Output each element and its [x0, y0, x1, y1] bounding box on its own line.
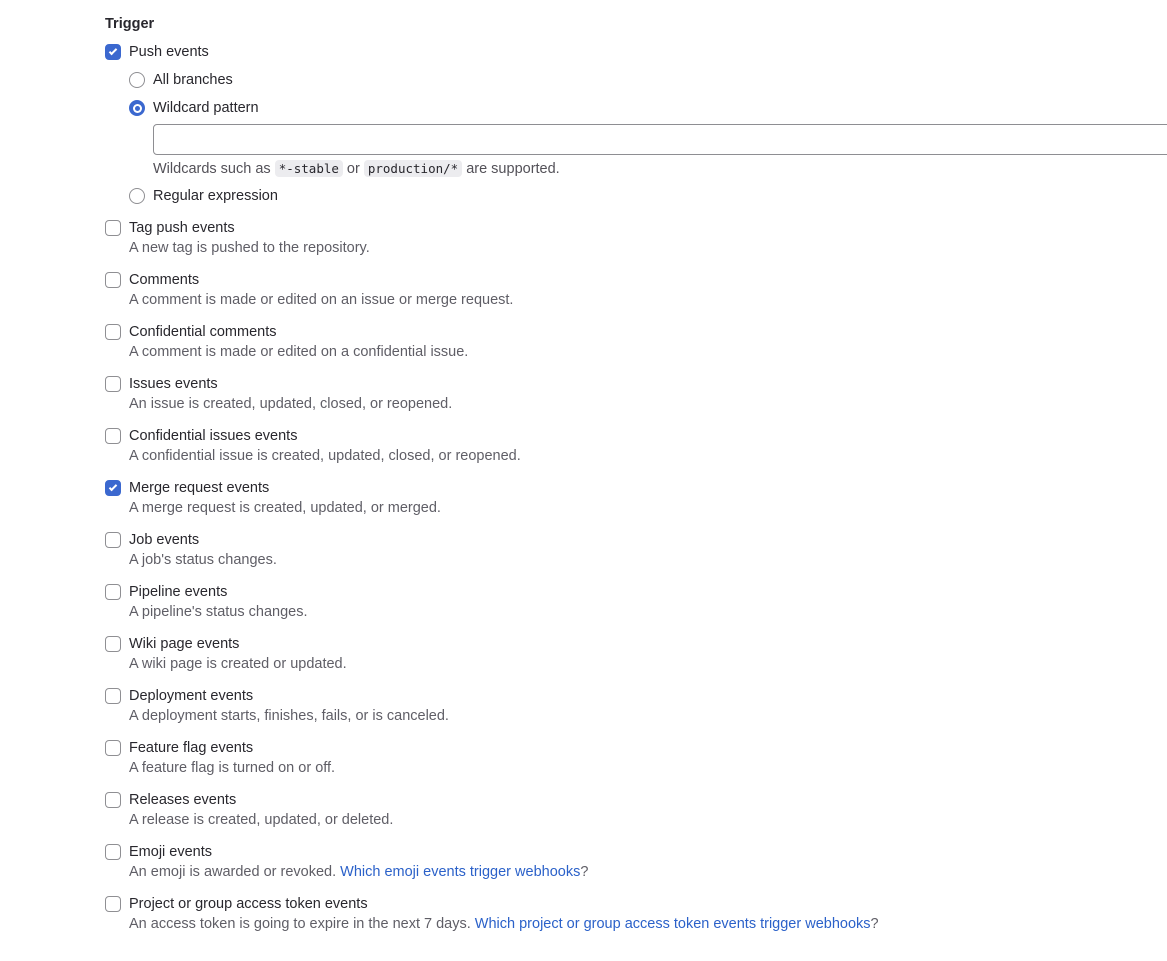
trigger-description — [129, 862, 1167, 882]
trigger-label[interactable]: Confidential comments — [129, 324, 277, 340]
trigger-description — [129, 758, 1167, 778]
wildcard-pattern-input[interactable] — [153, 124, 1167, 155]
trigger-label[interactable]: Deployment events — [129, 688, 254, 704]
trigger-item-wiki-page-events — [105, 634, 1167, 674]
trigger-label[interactable]: Comments — [129, 272, 200, 288]
trigger-checkbox[interactable] — [105, 376, 121, 392]
trigger-item-pipeline-events — [105, 582, 1167, 622]
trigger-checkbox[interactable] — [105, 480, 121, 496]
trigger-checkbox[interactable] — [105, 324, 121, 340]
trigger-description — [129, 602, 1167, 622]
helper-text-prefix: Wildcards such as — [153, 161, 275, 177]
trigger-heading: Trigger — [105, 16, 155, 32]
trigger-checkbox[interactable] — [105, 584, 121, 600]
trigger-checkbox[interactable] — [105, 532, 121, 548]
trigger-description-text: A pipeline's status changes. — [129, 604, 308, 620]
push-events-checkbox[interactable] — [105, 44, 121, 60]
trigger-description — [129, 654, 1167, 674]
trigger-checkbox[interactable] — [105, 220, 121, 236]
trigger-checkbox[interactable] — [105, 896, 121, 912]
trigger-description-text: A merge request is created, updated, or merged. — [129, 500, 441, 516]
checkmark-icon — [109, 46, 117, 54]
trigger-item-project-or-group-access-token-events — [105, 894, 1167, 934]
trigger-description-text: An emoji is awarded or revoked. — [129, 864, 341, 880]
trigger-label[interactable]: Releases events — [129, 792, 237, 808]
wildcard-pattern-row — [129, 98, 1167, 118]
all-branches-label[interactable]: All branches — [153, 72, 233, 88]
trigger-description — [129, 394, 1167, 414]
trigger-description — [129, 290, 1167, 310]
helper-text-middle: or — [342, 161, 364, 177]
trigger-item-emoji-events — [105, 842, 1167, 882]
trigger-description — [129, 550, 1167, 570]
trigger-description-text: A release is created, updated, or deleted. — [129, 812, 394, 828]
trigger-checkbox[interactable] — [105, 636, 121, 652]
trigger-label[interactable]: Wiki page events — [129, 636, 240, 652]
all-branches-radio[interactable] — [129, 72, 145, 88]
trigger-description — [129, 706, 1167, 726]
trigger-label[interactable]: Emoji events — [129, 844, 213, 860]
help-link[interactable]: Which project or group access token events trigger webhooks — [474, 916, 871, 932]
trigger-label[interactable]: Project or group access token events — [129, 896, 368, 912]
trigger-description — [129, 238, 1167, 258]
trigger-description — [129, 810, 1167, 830]
trigger-description — [129, 342, 1167, 362]
push-branch-filter-group — [129, 70, 1167, 206]
trigger-description — [129, 446, 1167, 466]
push-events-label[interactable]: Push events — [129, 44, 209, 60]
trigger-item-tag-push-events — [105, 218, 1167, 258]
helper-text-suffix: are supported. — [462, 161, 560, 177]
regular-expression-row — [129, 186, 1167, 206]
trigger-description-text: A comment is made or edited on an issue or merge request. — [129, 292, 514, 308]
trigger-description-text: A job's status changes. — [129, 552, 277, 568]
trigger-item-deployment-events — [105, 686, 1167, 726]
trigger-description-text: A confidential issue is created, updated, closed, or reopened. — [129, 448, 521, 464]
regular-expression-radio[interactable] — [129, 188, 145, 204]
trigger-item-feature-flag-events — [105, 738, 1167, 778]
trigger-label[interactable]: Issues events — [129, 376, 218, 392]
trigger-checkbox[interactable] — [105, 740, 121, 756]
trigger-description-text: An issue is created, updated, closed, or reopened. — [129, 396, 453, 412]
trigger-description-suffix: ? — [580, 864, 589, 880]
trigger-description-text: A deployment starts, finishes, fails, or is canceled. — [129, 708, 449, 724]
checkmark-icon — [109, 482, 117, 490]
code-example-stable: *-stable — [275, 160, 343, 177]
wildcard-pattern-radio[interactable] — [129, 100, 145, 116]
trigger-item-issues-events — [105, 374, 1167, 414]
trigger-label[interactable]: Feature flag events — [129, 740, 254, 756]
trigger-label[interactable]: Confidential issues events — [129, 428, 298, 444]
trigger-checkbox[interactable] — [105, 792, 121, 808]
trigger-checkbox[interactable] — [105, 428, 121, 444]
trigger-description-text: A comment is made or edited on a confidential issue. — [129, 344, 469, 360]
trigger-checkbox[interactable] — [105, 844, 121, 860]
all-branches-row — [129, 70, 1167, 90]
trigger-description-text: A wiki page is created or updated. — [129, 656, 347, 672]
code-example-production: production/* — [364, 160, 462, 177]
trigger-description — [129, 498, 1167, 518]
push-events-row — [105, 42, 1167, 62]
trigger-event-list — [105, 218, 1167, 934]
trigger-description-suffix: ? — [870, 916, 879, 932]
trigger-label[interactable]: Pipeline events — [129, 584, 228, 600]
trigger-description-text: A feature flag is turned on or off. — [129, 760, 336, 776]
trigger-label[interactable]: Merge request events — [129, 480, 270, 496]
trigger-item-confidential-comments — [105, 322, 1167, 362]
trigger-item-releases-events — [105, 790, 1167, 830]
trigger-description-text: An access token is going to expire in the next 7 days. — [129, 916, 475, 932]
trigger-label[interactable]: Job events — [129, 532, 200, 548]
trigger-item-merge-request-events — [105, 478, 1167, 518]
trigger-description — [129, 914, 1167, 934]
trigger-label[interactable]: Tag push events — [129, 220, 235, 236]
trigger-item-job-events — [105, 530, 1167, 570]
trigger-checkbox[interactable] — [105, 272, 121, 288]
regular-expression-label[interactable]: Regular expression — [153, 188, 278, 204]
help-link[interactable]: Which emoji events trigger webhooks — [340, 864, 581, 880]
wildcard-helper-text — [153, 160, 1167, 178]
trigger-item-confidential-issues-events — [105, 426, 1167, 466]
trigger-checkbox[interactable] — [105, 688, 121, 704]
trigger-item-comments — [105, 270, 1167, 310]
trigger-description-text: A new tag is pushed to the repository. — [129, 240, 370, 256]
wildcard-pattern-label[interactable]: Wildcard pattern — [153, 100, 259, 116]
